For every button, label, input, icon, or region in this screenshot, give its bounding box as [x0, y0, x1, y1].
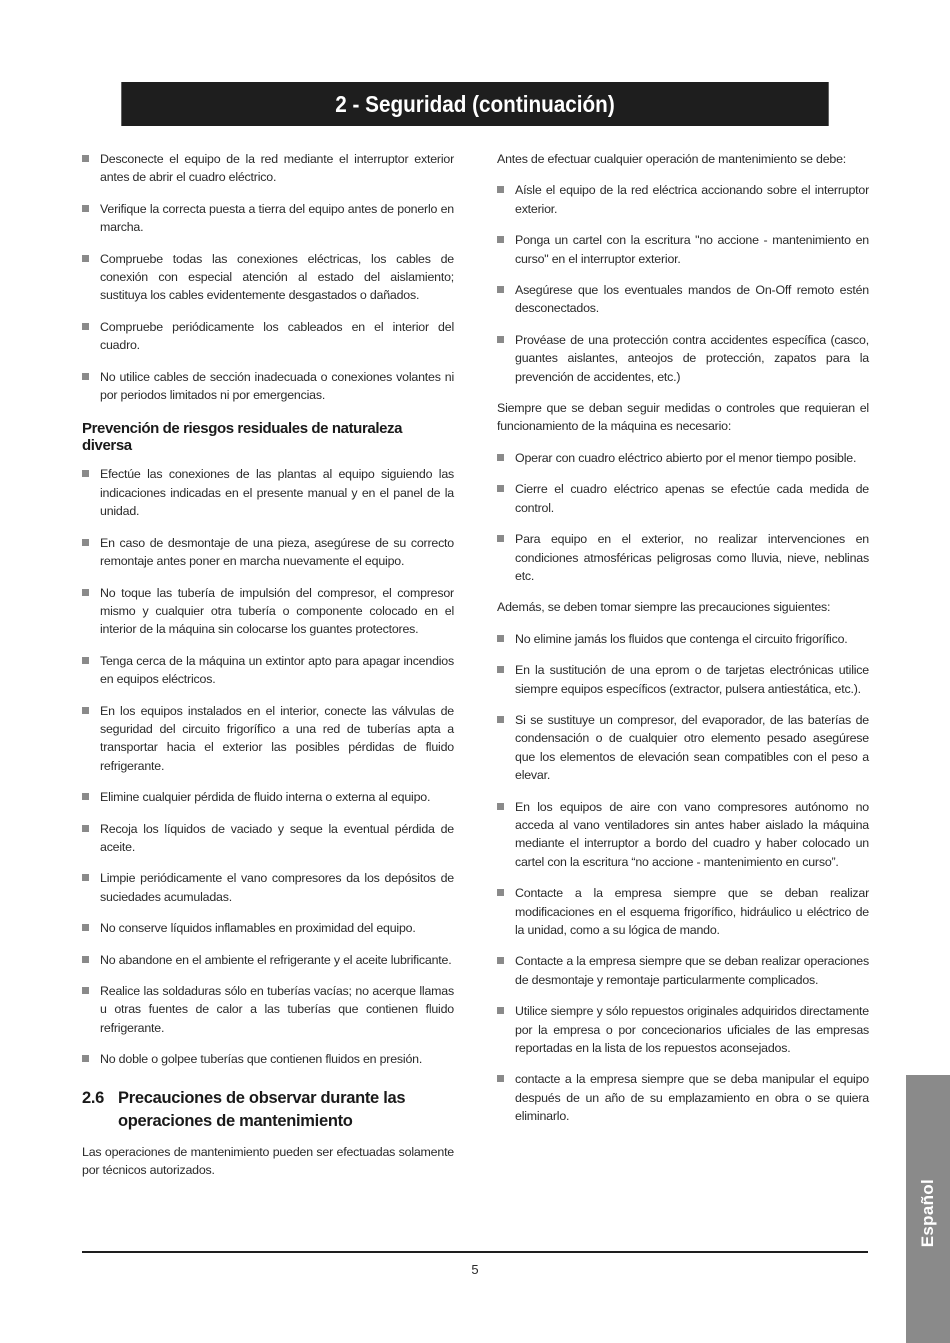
list-item-text: Si se sustituye un compresor, del evaporador, de las baterías de condensación o de cualquier otro elemento pesado asegúrese que los elementos de elevación sean compatibles con el peso a elevar.: [515, 712, 869, 783]
intro-paragraph-2: Siempre que se deban seguir medidas o controles que requieran el funcionamiento de la máquina es necesario:: [497, 401, 869, 434]
list-item-text: No conserve líquidos inflamables en proximidad del equipo.: [100, 921, 416, 936]
list-item: [82, 150, 454, 187]
list-item-text: Efectúe las conexiones de las plantas al equipo siguiendo las indicaciones indicadas en el presente manual y en el panel de la unidad.: [100, 467, 454, 519]
list-item-text: Cierre el cuadro eléctrico apenas se efectúe cada medida de control.: [515, 482, 869, 515]
list-item-text: Compruebe todas las conexiones eléctricas, los cables de conexión con especial atención al estado del aislamiento; sustituya los cables evidentemente desgastados o dañados.: [100, 251, 454, 303]
square-bullet-icon: [82, 707, 89, 714]
list-item: [82, 919, 454, 937]
language-tab-label: Español: [918, 1178, 937, 1247]
subheading-residual-risks: Prevención de riesgos residuales de naturaleza diversa: [82, 420, 403, 455]
list-item-text: Tenga cerca de la máquina un extintor apto para apagar incendios en equipos eléctricos.: [100, 653, 454, 687]
list-item-text: No toque las tubería de impulsión del compresor, el compresor mismo y cualquier otra tubería o componente colocado en el interior de la máquina sin colocarse los guantes protectores.: [100, 585, 454, 637]
list-item-text: Operar con cuadro eléctrico abierto por el menor tiempo posible.: [515, 450, 857, 465]
list-item-text: En los equipos de aire con vano compresores autónomo no acceda al vano ventiladores sin antes haber aislado la máquina mediante el interruptor a bordo del cuadro y haber colocado un cartel con la escritura “no accione - mantenimiento en curso”.: [515, 799, 869, 869]
list-item-text: Desconecte el equipo de la red mediante el interruptor exterior antes de abrir el cuadro eléctrico.: [100, 152, 454, 185]
list-item: [82, 534, 454, 571]
list-item: [497, 884, 869, 939]
list-item-text: contacte a la empresa siempre que se deba manipular el equipo después de un año de su emplazamiento en obra o se quiera eliminarlo.: [515, 1072, 869, 1124]
square-bullet-icon: [497, 1007, 504, 1014]
list-item: [497, 711, 869, 785]
language-tab: [906, 1075, 950, 1343]
bullet-list-before-maintenance: [497, 181, 869, 386]
list-item: [82, 951, 454, 969]
list-item: [82, 584, 454, 639]
list-item: [497, 281, 869, 318]
square-bullet-icon: [82, 987, 89, 994]
list-item: [82, 318, 454, 355]
list-item-text: En la sustitución de una eprom o de tarjetas electrónicas utilice siempre equipos específicos (extractor, pulsera antiestática, etc.).: [515, 663, 869, 696]
list-item-text: Elimine cualquier pérdida de fluido interna o externa al equipo.: [100, 790, 431, 805]
list-item: [82, 465, 454, 520]
intro-paragraph-3: Además, se deben tomar siempre las precauciones siguientes:: [497, 600, 831, 615]
intro-paragraph-1: Antes de efectuar cualquier operación de mantenimiento se debe:: [497, 152, 847, 166]
left-column: [82, 150, 454, 1192]
section-heading-2-6: [82, 1087, 454, 1133]
footer-divider: [82, 1251, 868, 1253]
page-number: 5: [471, 1262, 479, 1277]
list-item: [82, 250, 454, 305]
square-bullet-icon: [497, 1075, 504, 1082]
list-item-text: Limpie periódicamente el vano compresores da los depósitos de suciedades acumuladas.: [100, 871, 454, 904]
list-item: [82, 652, 454, 689]
list-item-text: En los equipos instalados en el interior, conecte las válvulas de seguridad del circuito frigorífico a una red de tuberías apta a transportar hacia el exterior las posibles pérdidas de fluido refrigerante.: [100, 703, 454, 773]
list-item-text: Verifique la correcta puesta a tierra del equipo antes de ponerlo en marcha.: [100, 201, 454, 235]
square-bullet-icon: [82, 874, 89, 881]
list-item-text: Provéase de una protección contra accidentes específica (casco, guantes aislantes, anteojos de protección, zapatos para la prevención de accidentes, etc.): [515, 332, 869, 384]
list-item-text: Contacte a la empresa siempre que se deban realizar operaciones de desmontaje y remontaje particularmente complicados.: [515, 954, 869, 987]
square-bullet-icon: [497, 236, 504, 243]
bullet-list-electrical: [82, 150, 454, 404]
square-bullet-icon: [82, 323, 89, 330]
square-bullet-icon: [497, 889, 504, 896]
list-item-text: Recoja los líquidos de vaciado y seque la eventual pérdida de aceite.: [100, 821, 454, 854]
square-bullet-icon: [82, 373, 89, 380]
page-title-bar: [121, 82, 828, 126]
square-bullet-icon: [82, 657, 89, 664]
square-bullet-icon: [82, 825, 89, 832]
square-bullet-icon: [497, 186, 504, 193]
square-bullet-icon: [82, 793, 89, 800]
square-bullet-icon: [497, 535, 504, 542]
list-item: [497, 449, 869, 467]
list-item-text: Contacte a la empresa siempre que se deban realizar modificaciones en el esquema frigorífico, hidráulico u eléctrico de la unidad, como a su lógica de mando.: [515, 886, 869, 937]
list-item: [497, 661, 869, 698]
square-bullet-icon: [82, 155, 89, 162]
list-item-text: Aísle el equipo de la red eléctrica accionando sobre el interruptor exterior.: [515, 183, 869, 216]
list-item: [497, 530, 869, 585]
square-bullet-icon: [497, 286, 504, 293]
square-bullet-icon: [82, 589, 89, 596]
square-bullet-icon: [82, 956, 89, 963]
right-column: [497, 150, 869, 1139]
list-item-text: No doble o golpee tuberías que contienen fluidos en presión.: [100, 1052, 423, 1067]
square-bullet-icon: [82, 470, 89, 477]
section-title: Precauciones de observar durante las operaciones de mantenimiento: [118, 1088, 406, 1130]
square-bullet-icon: [497, 485, 504, 492]
list-item-text: Utilice siempre y sólo repuestos originales adquiridos directamente por la empresa o por concecionarios uficiales de las empresas reportadas en la lista de los repuestos aconsejados.: [515, 1004, 869, 1056]
square-bullet-icon: [497, 957, 504, 964]
square-bullet-icon: [497, 336, 504, 343]
square-bullet-icon: [497, 716, 504, 723]
list-item: [82, 820, 454, 857]
list-item: [497, 630, 869, 648]
bullet-list-precautions: [497, 630, 869, 1126]
list-item: [497, 181, 869, 218]
square-bullet-icon: [82, 255, 89, 262]
page-title: 2 - Seguridad (continuación): [335, 90, 615, 117]
square-bullet-icon: [82, 924, 89, 931]
list-item-text: No elimine jamás los fluidos que contenga el circuito frigorífico.: [515, 631, 848, 646]
bullet-list-residual-risks: [82, 465, 454, 1068]
list-item-text: Compruebe periódicamente los cableados en el interior del cuadro.: [100, 319, 454, 353]
square-bullet-icon: [82, 1055, 89, 1062]
list-item-text: No utilice cables de sección inadecuada o conexiones volantes ni por periodos limitados ni por emergencias.: [100, 369, 454, 403]
list-item-text: No abandone en el ambiente el refrigerante y el aceite lubrificante.: [100, 952, 452, 967]
square-bullet-icon: [82, 539, 89, 546]
list-item: [497, 331, 869, 386]
list-item-text: En caso de desmontaje de una pieza, asegúrese de su correcto remontaje antes poner en marcha nuevamente el equipo.: [100, 535, 454, 569]
square-bullet-icon: [497, 803, 504, 810]
closing-paragraph: Las operaciones de mantenimiento pueden ser efectuadas solamente por técnicos autorizados.: [82, 1144, 454, 1178]
list-item: [497, 480, 869, 517]
list-item: [497, 1070, 869, 1125]
bullet-list-during-operation: [497, 449, 869, 585]
list-item: [497, 1002, 869, 1057]
list-item: [82, 702, 454, 776]
square-bullet-icon: [497, 454, 504, 461]
list-item: [82, 1050, 454, 1068]
square-bullet-icon: [497, 635, 504, 642]
square-bullet-icon: [82, 205, 89, 212]
list-item: [497, 798, 869, 872]
square-bullet-icon: [497, 666, 504, 673]
list-item-text: Ponga un cartel con la escritura "no accione - mantenimiento en curso" en el interruptor exterior.: [515, 233, 869, 266]
list-item: [82, 982, 454, 1037]
list-item: [497, 952, 869, 989]
list-item: [497, 231, 869, 268]
list-item: [82, 788, 454, 806]
list-item-text: Para equipo en el exterior, no realizar intervenciones en condiciones atmosféricas peligrosas como lluvia, nieve, neblinas etc.: [515, 532, 869, 583]
list-item: [82, 368, 454, 405]
list-item-text: Realice las soldaduras sólo en tuberías vacías; no acerque llamas u otras fuentes de calor a las tuberías que contienen fluido refrigerante.: [100, 984, 454, 1035]
list-item-text: Asegúrese que los eventuales mandos de On-Off remoto estén desconectados.: [515, 283, 869, 316]
list-item: [82, 200, 454, 237]
list-item: [82, 869, 454, 906]
section-number: 2.6: [82, 1088, 105, 1107]
